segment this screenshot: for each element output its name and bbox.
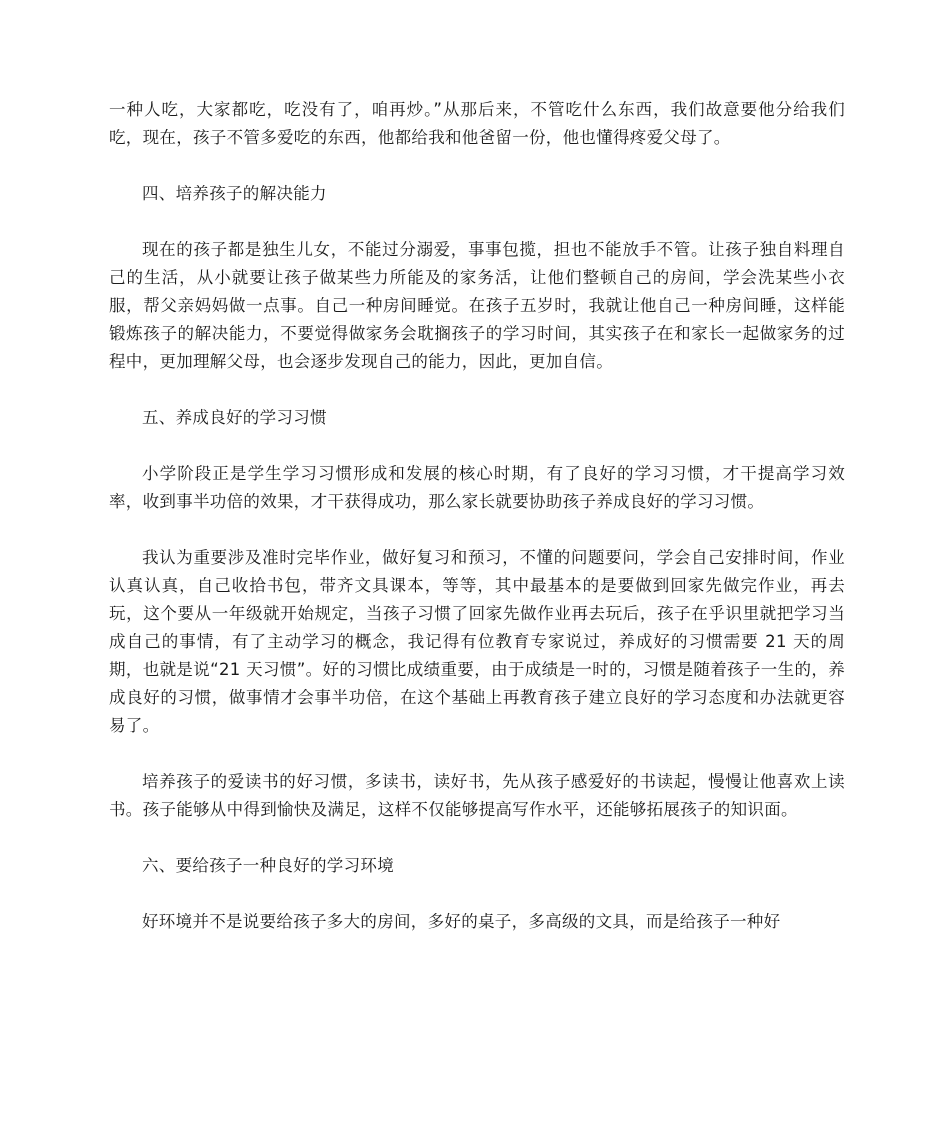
section-heading-5: 五、养成良好的学习习惯 (142, 408, 327, 427)
paragraph: 小学阶段正是学生学习习惯形成和发展的核心时期，有了良好的学习习惯，才干提高学习效率，收到事半功倍的效果，才干获得成功，那么家长就要协助孩子养成良好的学习习惯。 (109, 464, 845, 511)
document-body (109, 96, 845, 964)
paragraph: 现在的孩子都是独生儿女，不能过分溺爱，事事包揽，担也不能放手不管。让孩子独自料理自己的生活，从小就要让孩子做某些力所能及的家务活，让他们整顿自己的房间，学会洗某些小衣服，帮父亲妈妈做一点事。自己一种房间睡觉。在孩子五岁时，我就让他自己一种房间睡，这样能锻炼孩子的解决能力，不要觉得做家务会耽搁孩子的学习时间，其实孩子在和家长一起做家务的过程中，更加理解父母，也会逐步发现自己的能力，因此，更加自信。 (109, 240, 845, 371)
paragraph: 培养孩子的爱读书的好习惯，多读书，读好书，先从孩子感爱好的书读起，慢慢让他喜欢上读书。孩子能够从中得到愉快及满足，这样不仅能够提高写作水平，还能够拓展孩子的知识面。 (109, 772, 845, 819)
paragraph-continuation: 一种人吃，大家都吃，吃没有了，咱再炒。”从那后来，不管吃什么东西，我们故意要他分给我们吃，现在，孩子不管多爱吃的东西，他都给我和他爸留一份，他也懂得疼爱父母了。 (109, 100, 845, 147)
paragraph: 好环境并不是说要给孩子多大的房间，多好的桌子，多高级的文具，而是给孩子一种好 (142, 912, 781, 931)
section-heading-4: 四、培养孩子的解决能力 (142, 184, 327, 203)
paragraph: 我认为重要涉及准时完毕作业，做好复习和预习，不懂的问题要问，学会自己安排时间，作业认真认真，自己收拾书包，带齐文具课本，等等，其中最基本的是要做到回家先做完作业，再去玩，这个要从一年级就开始规定，当孩子习惯了回家先做作业再去玩后，孩子在乎识里就把学习当成自己的事情，有了主动学习的概念，我记得有位教育专家说过，养成好的习惯需要 21 天的周期，也就是说“21 天习惯”。好的习惯比成绩重要，由于成绩是一时的，习惯是随着孩子一生的，养成良好的习惯，做事情才会事半功倍，在这个基础上再教育孩子建立良好的学习态度和办法就更容易了。 (109, 548, 845, 735)
section-heading-6: 六、要给孩子一种良好的学习环境 (142, 856, 394, 875)
